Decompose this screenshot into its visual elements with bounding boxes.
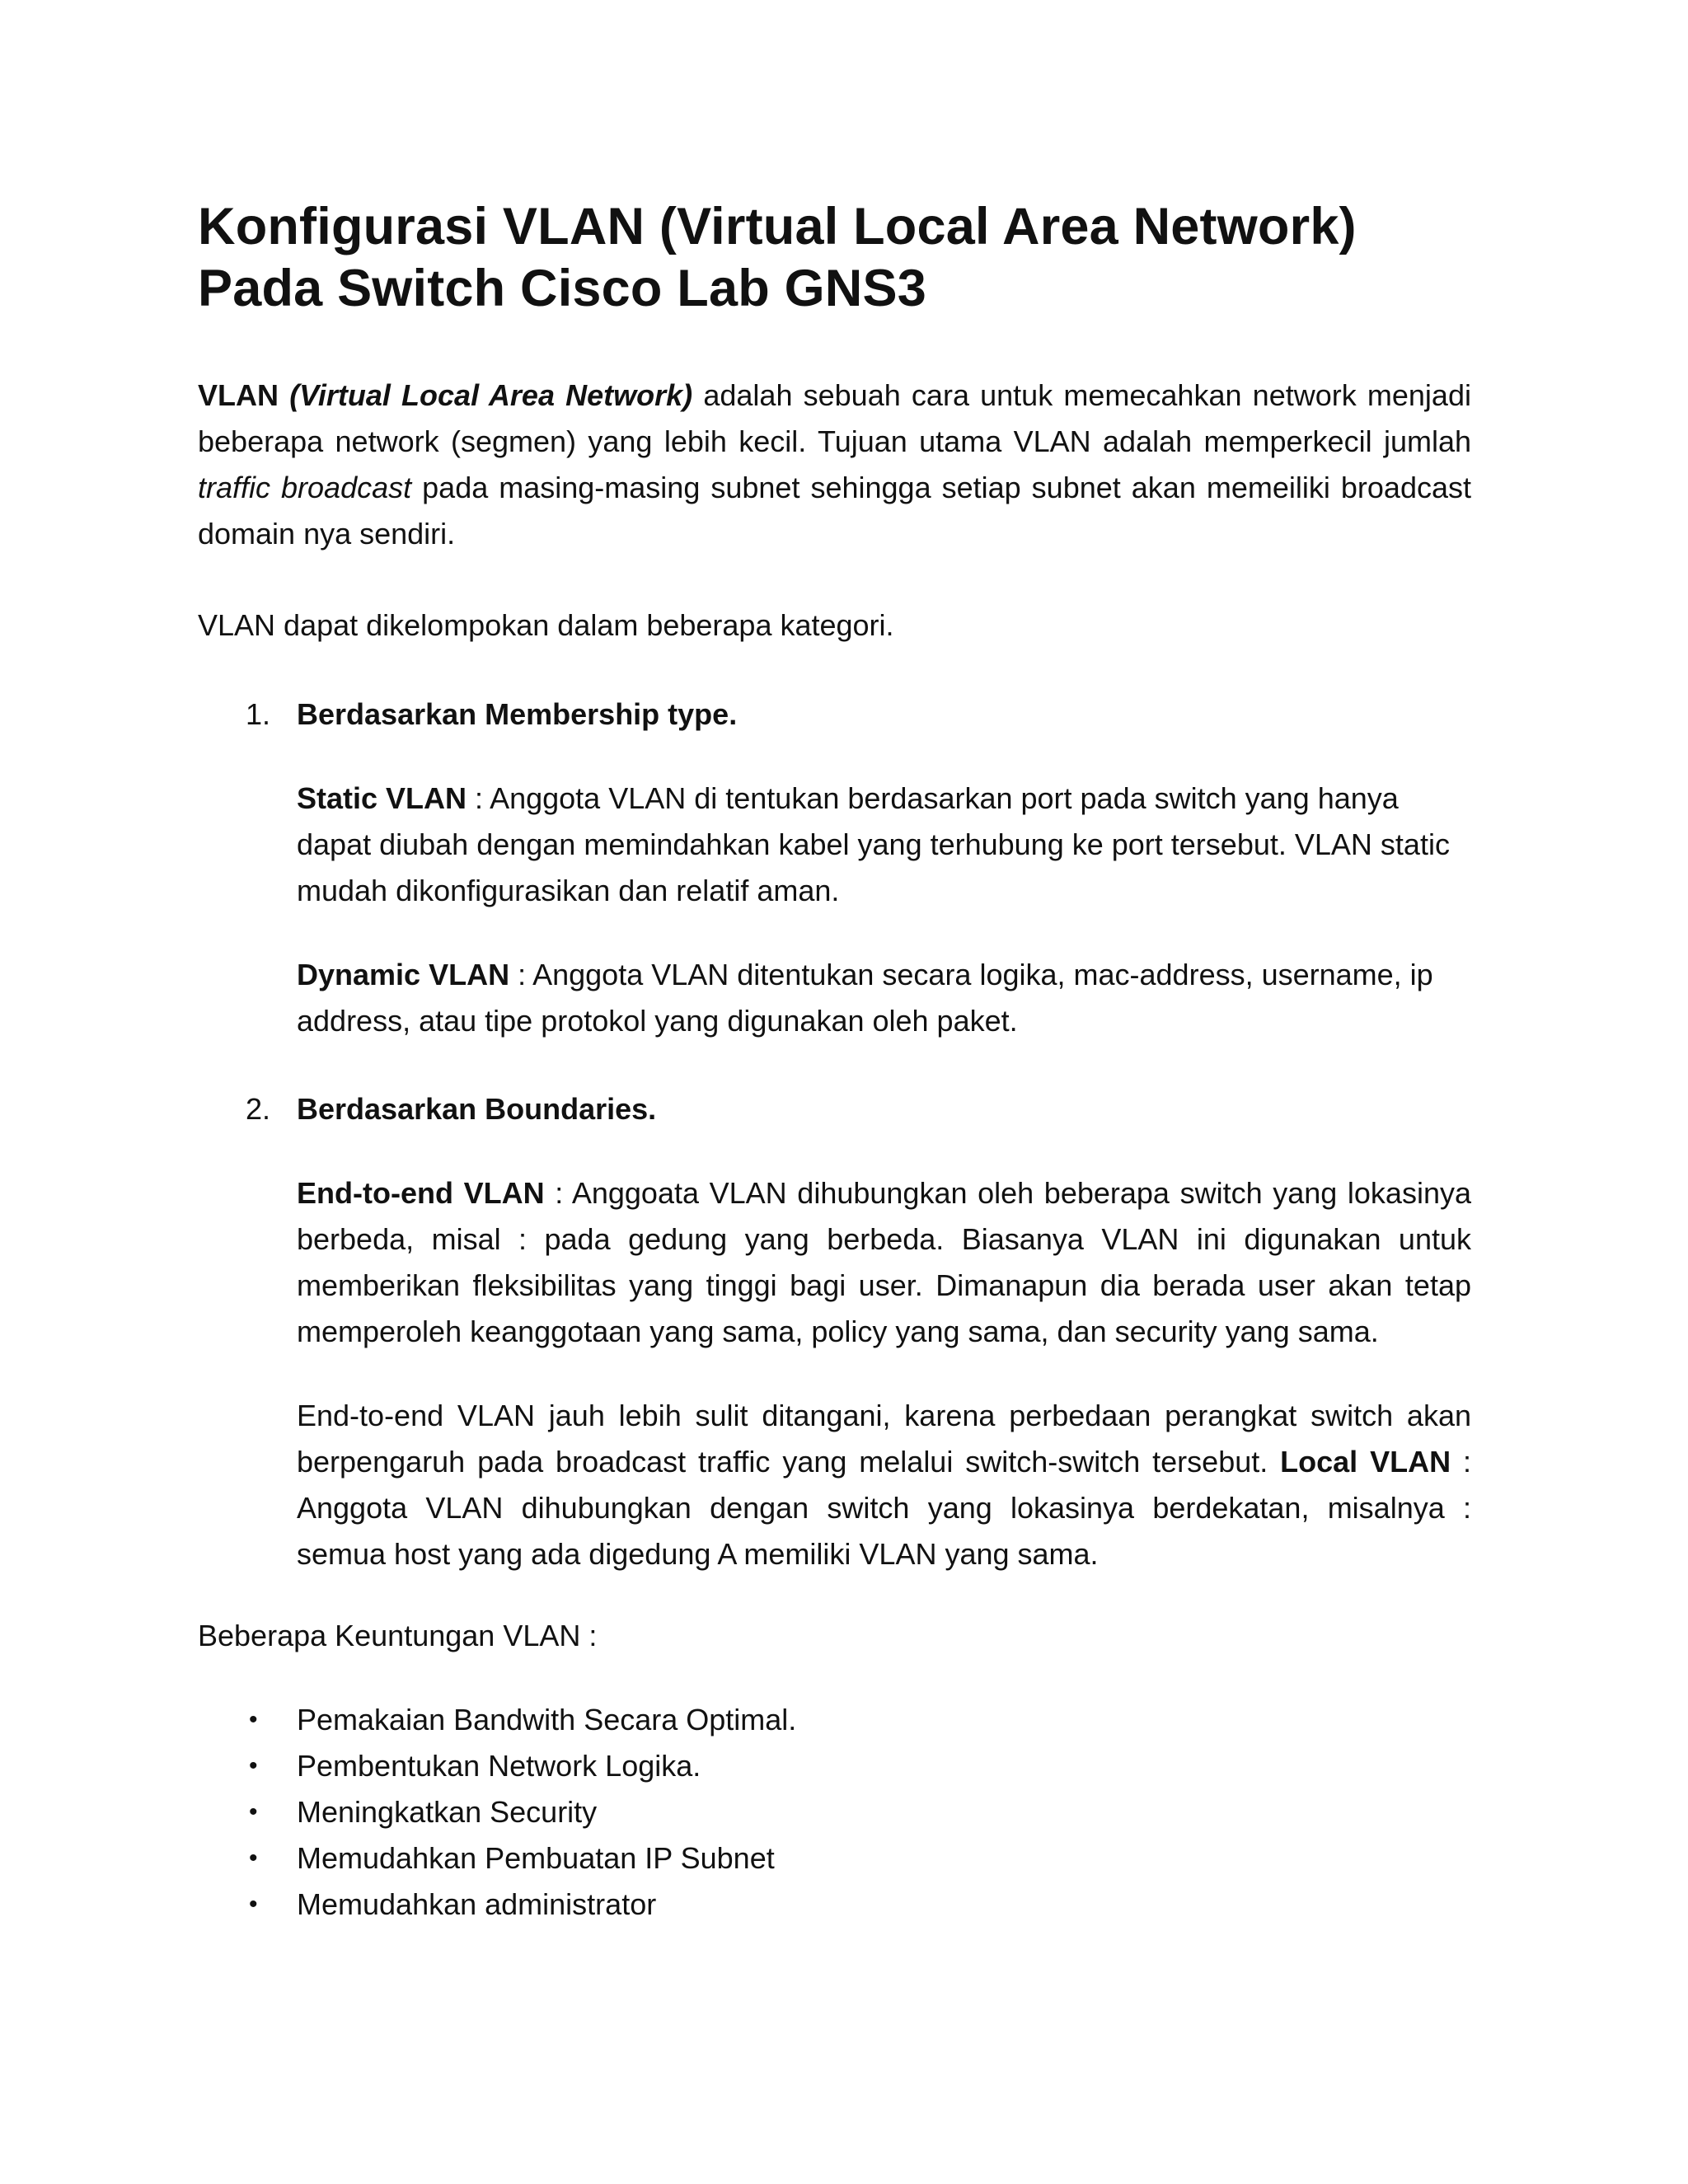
- intro-emphasis: traffic broadcast: [198, 471, 412, 504]
- end-to-end-closing-text: End-to-end VLAN jauh lebih sulit ditangani, karena perbedaan perangkat switch akan berpengaruh pada broadcast traffic yang melalui switch-switch tersebut.: [297, 1399, 1471, 1479]
- static-vlan-paragraph: [297, 776, 1471, 914]
- advantage-text: Memudahkan administrator: [297, 1887, 657, 1921]
- dynamic-vlan-paragraph: [297, 952, 1471, 1044]
- local-vlan-text: : Anggota VLAN dihubungkan dengan switch yang lokasinya berdekatan, misalnya : semua host yang ada digedung A memiliki VLAN yang sama.: [297, 1445, 1471, 1571]
- bullet-icon: •: [249, 1844, 258, 1872]
- title-line-2: Pada Switch Cisco Lab GNS3: [198, 260, 926, 317]
- advantage-text: Pemakaian Bandwith Secara Optimal.: [297, 1703, 797, 1736]
- list-item: [198, 1882, 1471, 1928]
- category-number: 2.: [246, 1092, 271, 1126]
- bullet-icon: •: [249, 1891, 258, 1918]
- local-vlan-term: Local VLAN: [1280, 1445, 1451, 1479]
- local-vlan-paragraph: [297, 1393, 1471, 1577]
- advantage-text: Memudahkan Pembuatan IP Subnet: [297, 1841, 775, 1875]
- list-item: [198, 1697, 1471, 1743]
- end-to-end-vlan-term: End-to-end VLAN: [297, 1176, 545, 1210]
- bullet-icon: •: [249, 1706, 258, 1733]
- list-item: [198, 1835, 1471, 1882]
- document-title: [198, 196, 1471, 320]
- category-title: Berdasarkan Boundaries.: [297, 1092, 657, 1126]
- intro-paragraph: [198, 373, 1471, 557]
- intro-text-b: pada masing-masing subnet sehingga setiap subnet akan memeiliki broadcast domain nya sendiri.: [198, 471, 1471, 551]
- bullet-icon: •: [249, 1752, 258, 1779]
- categories-list: [198, 691, 1471, 1577]
- intro-text-a: adalah sebuah cara untuk memecahkan network menjadi beberapa network (segmen) yang lebih kecil. Tujuan utama VLAN adalah memperkecil jumlah: [198, 378, 1471, 458]
- category-membership: [198, 691, 1471, 1044]
- dynamic-vlan-text: : Anggota VLAN ditentukan secara logika, mac-address, username, ip address, atau tipe protokol yang digunakan oleh paket.: [297, 958, 1433, 1038]
- advantages-list: [198, 1697, 1471, 1928]
- title-line-1: Konfigurasi VLAN (Virtual Local Area Network): [198, 198, 1357, 255]
- category-number: 1.: [246, 697, 271, 731]
- advantages-intro: Beberapa Keuntungan VLAN :: [198, 1619, 598, 1652]
- static-vlan-term: Static VLAN: [297, 781, 467, 815]
- bullet-icon: •: [249, 1798, 258, 1825]
- list-item: [198, 1789, 1471, 1835]
- end-to-end-vlan-paragraph: [297, 1170, 1471, 1355]
- advantage-text: Meningkatkan Security: [297, 1795, 598, 1829]
- categories-intro: VLAN dapat dikelompokan dalam beberapa kategori.: [198, 608, 894, 642]
- advantage-text: Pembentukan Network Logika.: [297, 1749, 701, 1783]
- intro-term: VLAN: [198, 378, 279, 412]
- category-title: Berdasarkan Membership type.: [297, 697, 738, 731]
- static-vlan-text: : Anggota VLAN di tentukan berdasarkan port pada switch yang hanya dapat diubah dengan memindahkan kabel yang terhubung ke port tersebut. VLAN static mudah dikonfigurasikan dan relatif aman.: [297, 781, 1450, 907]
- category-boundaries: [198, 1086, 1471, 1577]
- intro-term-expansion: (Virtual Local Area Network): [289, 378, 693, 412]
- end-to-end-vlan-text: : Anggoata VLAN dihubungkan oleh beberapa switch yang lokasinya berbeda, misal : pada gedung yang berbeda. Biasanya VLAN ini digunakan untuk memberikan fleksibilitas yang tinggi bagi user. Dimanapun dia berada user akan tetap memperoleh keanggotaan yang sama, policy yang sama, dan security yang sama.: [297, 1176, 1471, 1348]
- dynamic-vlan-term: Dynamic VLAN: [297, 958, 510, 991]
- document-page: [198, 196, 1471, 1928]
- list-item: [198, 1743, 1471, 1789]
